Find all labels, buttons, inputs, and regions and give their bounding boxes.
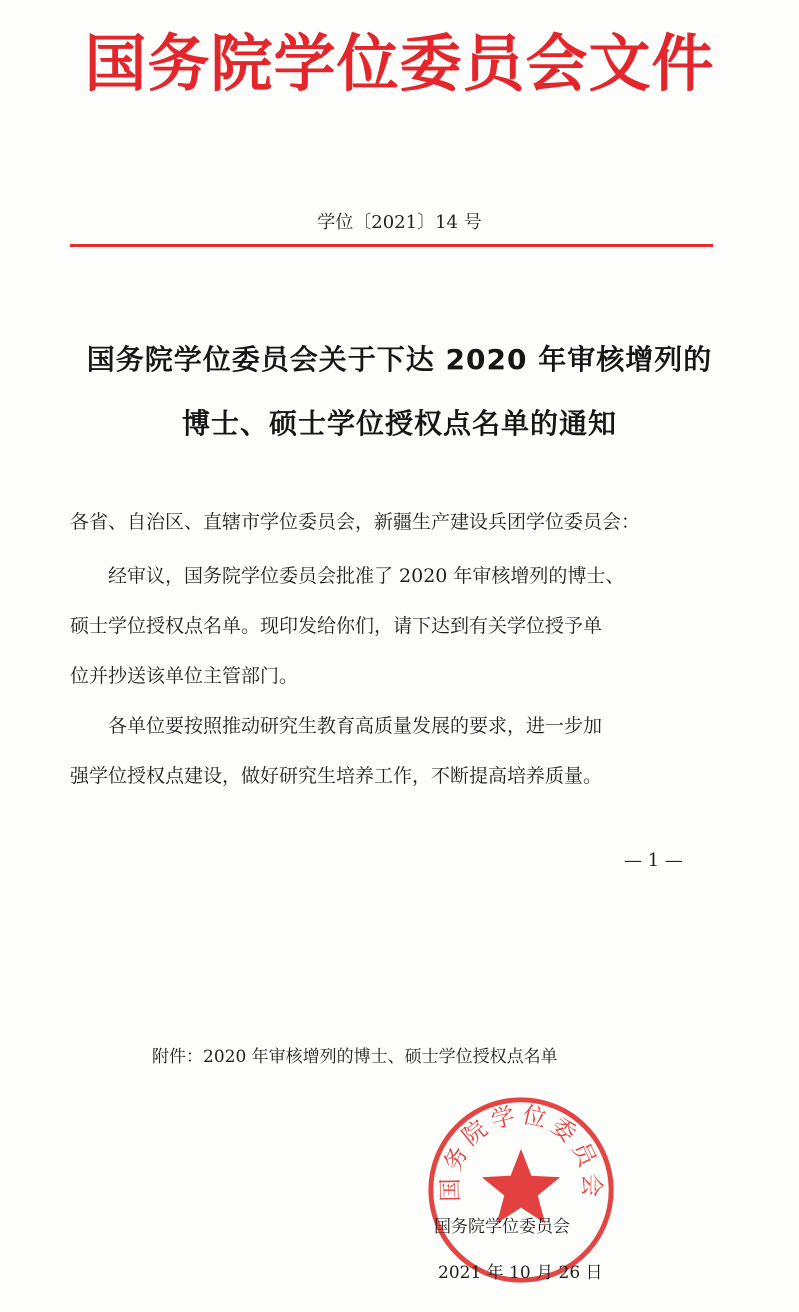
salutation: 各省、自治区、直辖市学位委员会，新疆生产建设兵团学位委员会： xyxy=(70,511,641,533)
notice-title-line-1: 国务院学位委员会关于下达 2020 年审核增列的 xyxy=(86,343,713,376)
signing-authority: 国务院学位委员会 xyxy=(434,1217,570,1237)
paragraph-2-line-2: 强学位授权点建设，做好研究生培养工作，不断提高培养质量。 xyxy=(70,765,603,787)
red-divider-line xyxy=(70,244,713,247)
page-number: — 1 — xyxy=(624,850,683,871)
document-masthead: 国务院学位委员会文件 xyxy=(84,27,715,100)
document-number: 学位〔2021〕14 号 xyxy=(317,212,482,233)
paragraph-2-line-1: 各单位要按照推动研究生教育高质量发展的要求，进一步加 xyxy=(108,715,603,737)
paragraph-1-line-1: 经审议，国务院学位委员会批准了 2020 年审核增列的博士、 xyxy=(108,565,625,587)
attachment-note: 附件：2020 年审核增列的博士、硕士学位授权点名单 xyxy=(152,1047,558,1067)
paragraph-1-line-3: 位并抄送该单位主管部门。 xyxy=(70,665,299,687)
issue-date: 2021 年 10 月 26 日 xyxy=(438,1263,603,1283)
paragraph-1-line-2: 硕士学位授权点名单。现印发给你们，请下达到有关学位授予单 xyxy=(70,615,603,637)
notice-title-line-2: 博士、硕士学位授权点名单的通知 xyxy=(181,407,617,440)
svg-text:国务院学位委员会: 国务院学位委员会 xyxy=(436,1100,606,1203)
